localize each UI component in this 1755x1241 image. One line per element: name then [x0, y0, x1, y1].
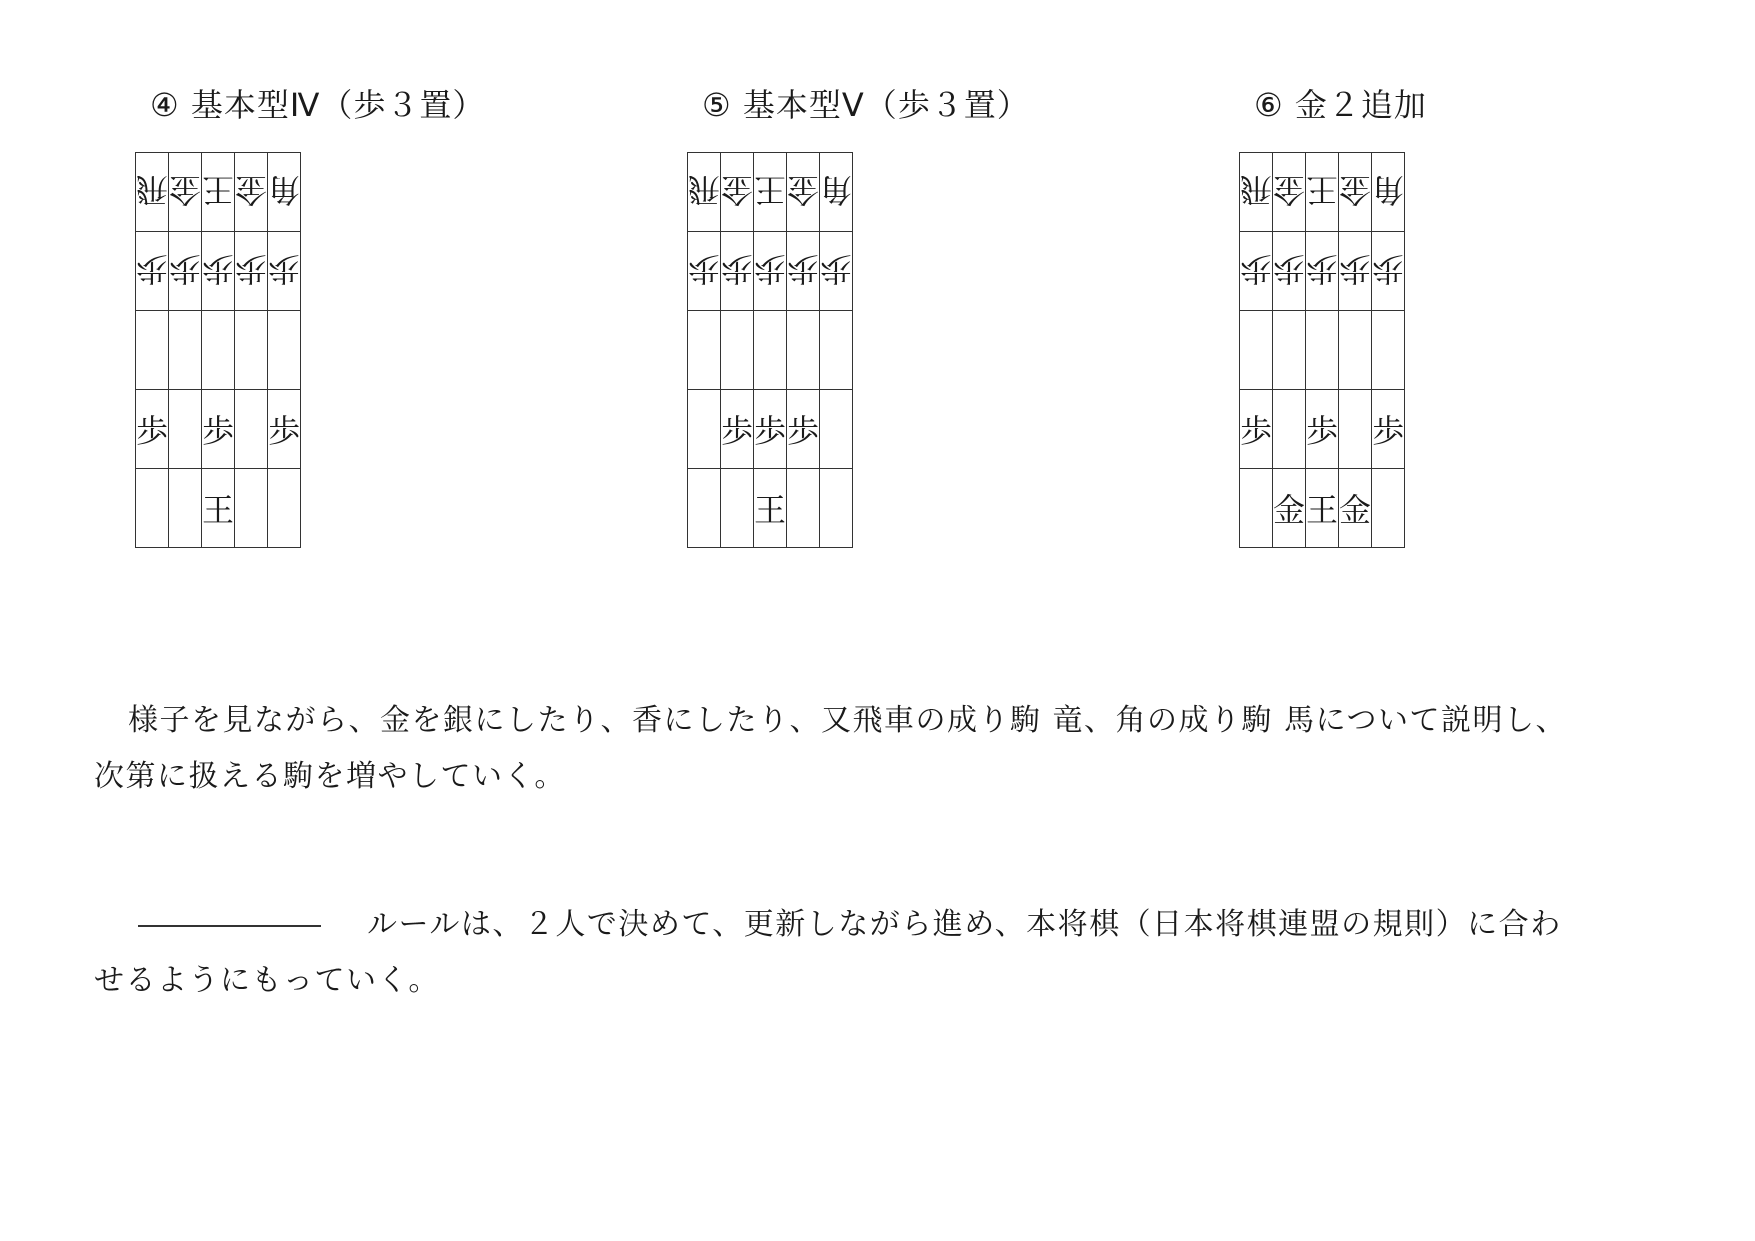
board-cell [1372, 311, 1405, 390]
opponent-piece: 歩 [268, 250, 301, 288]
opponent-piece: 金 [169, 171, 202, 209]
board-cell [1339, 153, 1372, 232]
diagram-title: ⑤ 基本型Ⅴ（歩３置） [702, 86, 1030, 124]
opponent-piece: 金 [1339, 171, 1372, 209]
board-cell [136, 469, 169, 548]
board-cell [1240, 390, 1273, 469]
board-row [1240, 311, 1405, 390]
player-piece: 金 [1339, 491, 1372, 529]
board-cell [1273, 311, 1306, 390]
shogi-board [135, 152, 301, 548]
board-cell [202, 232, 235, 311]
player-piece: 歩 [268, 412, 301, 450]
player-piece: 王 [754, 491, 787, 529]
board-cell [268, 153, 301, 232]
board-cell [1273, 390, 1306, 469]
board-cell [820, 311, 853, 390]
board-cell [820, 153, 853, 232]
board-cell [787, 153, 820, 232]
board-cell [169, 311, 202, 390]
opponent-piece: 王 [1306, 171, 1339, 209]
board-row [688, 390, 853, 469]
opponent-piece: 角 [268, 171, 301, 209]
board-cell [787, 232, 820, 311]
board-cell [1240, 232, 1273, 311]
player-piece: 歩 [136, 412, 169, 450]
board-cell [1306, 311, 1339, 390]
opponent-piece: 飛 [136, 171, 169, 209]
opponent-piece: 王 [754, 171, 787, 209]
board-cell [169, 469, 202, 548]
board-cell [787, 469, 820, 548]
player-piece: 歩 [202, 412, 235, 450]
opponent-piece: 歩 [136, 250, 169, 288]
board-cell [1306, 232, 1339, 311]
board-cell [721, 469, 754, 548]
player-piece: 歩 [1306, 412, 1339, 450]
board-cell [1339, 469, 1372, 548]
board-cell [1273, 153, 1306, 232]
board-cell [1240, 153, 1273, 232]
board-cell [136, 232, 169, 311]
opponent-piece: 歩 [688, 250, 721, 288]
player-piece: 王 [202, 491, 235, 529]
board-row [688, 153, 853, 232]
board-cell [1339, 390, 1372, 469]
opponent-piece: 歩 [754, 250, 787, 288]
player-piece: 歩 [1372, 412, 1405, 450]
board-cell [1240, 311, 1273, 390]
opponent-piece: 歩 [1372, 250, 1405, 288]
opponent-piece: 歩 [787, 250, 820, 288]
board-cell [1306, 390, 1339, 469]
opponent-piece: 歩 [1306, 250, 1339, 288]
board-cell [1372, 469, 1405, 548]
board-cell [721, 232, 754, 311]
board-cell [235, 153, 268, 232]
paragraph-text: 様子を見ながら、金を銀にしたり、香にしたり、又飛車の成り駒 竜、角の成り駒 馬について説明し、 [128, 703, 1567, 738]
board-cell [202, 311, 235, 390]
board-cell [754, 469, 787, 548]
paragraph-line [94, 749, 1694, 805]
board-cell [721, 153, 754, 232]
opponent-piece: 飛 [1240, 171, 1273, 209]
board-row [136, 232, 301, 311]
board-cell [688, 153, 721, 232]
board-cell [721, 390, 754, 469]
board-row [1240, 232, 1405, 311]
board-cell [202, 390, 235, 469]
board-cell [754, 311, 787, 390]
board-cell [235, 390, 268, 469]
board-cell [1339, 232, 1372, 311]
board-row [1240, 153, 1405, 232]
board-cell [688, 469, 721, 548]
diagram-title: ④ 基本型Ⅳ（歩３置） [150, 86, 486, 124]
board-cell [169, 153, 202, 232]
opponent-piece: 金 [1273, 171, 1306, 209]
board-cell [1339, 311, 1372, 390]
opponent-piece: 金 [787, 171, 820, 209]
board-row [688, 469, 853, 548]
board-cell [136, 311, 169, 390]
diagram-title: ⑥ 金２追加 [1254, 86, 1427, 124]
board-cell [721, 311, 754, 390]
board-cell [820, 469, 853, 548]
opponent-piece: 歩 [721, 250, 754, 288]
board-cell [136, 390, 169, 469]
player-piece: 王 [1306, 491, 1339, 529]
board-cell [1273, 232, 1306, 311]
board-cell [1372, 153, 1405, 232]
board-row [136, 390, 301, 469]
board-cell [820, 390, 853, 469]
board-cell [268, 311, 301, 390]
board-cell [820, 232, 853, 311]
opponent-piece: 歩 [1339, 250, 1372, 288]
board-cell [1273, 469, 1306, 548]
board-cell [688, 232, 721, 311]
board-cell [688, 390, 721, 469]
board-cell [169, 390, 202, 469]
opponent-piece: 金 [235, 171, 268, 209]
board-cell [268, 469, 301, 548]
paragraph-line [94, 693, 1694, 749]
board-row [688, 232, 853, 311]
rules-paragraph [94, 897, 1694, 1009]
player-piece: 金 [1273, 491, 1306, 529]
board-cell [235, 232, 268, 311]
paragraph-text: 次第に扱える駒を増やしていく。 [94, 759, 566, 794]
paragraph-line [94, 897, 1694, 953]
board-cell [202, 469, 235, 548]
opponent-piece: 王 [202, 171, 235, 209]
dash-line [138, 925, 321, 927]
opponent-piece: 飛 [688, 171, 721, 209]
opponent-piece: 歩 [820, 250, 853, 288]
board-cell [787, 390, 820, 469]
opponent-piece: 歩 [1240, 250, 1273, 288]
opponent-piece: 角 [1372, 171, 1405, 209]
board-row [1240, 469, 1405, 548]
player-piece: 歩 [754, 412, 787, 450]
board-row [688, 311, 853, 390]
opponent-piece: 歩 [235, 250, 268, 288]
board-cell [754, 232, 787, 311]
paragraph-text: せるようにもっていく。 [94, 963, 440, 998]
board-cell [202, 153, 235, 232]
board-cell [1306, 153, 1339, 232]
board-cell [235, 311, 268, 390]
shogi-board [687, 152, 853, 548]
board-cell [136, 153, 169, 232]
paragraph-line [94, 953, 1694, 1009]
paragraph-text: ルールは、２人で決めて、更新しながら進め、本将棋（日本将棋連盟の規則）に合わ [367, 907, 1562, 942]
opponent-piece: 歩 [169, 250, 202, 288]
board-cell [235, 469, 268, 548]
opponent-piece: 歩 [1273, 250, 1306, 288]
opponent-piece: 歩 [202, 250, 235, 288]
board-cell [688, 311, 721, 390]
player-piece: 歩 [1240, 412, 1273, 450]
opponent-piece: 金 [721, 171, 754, 209]
board-row [136, 311, 301, 390]
board-cell [1372, 232, 1405, 311]
board-cell [754, 390, 787, 469]
board-row [136, 469, 301, 548]
explanation-paragraph [94, 693, 1694, 805]
player-piece: 歩 [721, 412, 754, 450]
board-cell [787, 311, 820, 390]
board-cell [268, 232, 301, 311]
player-piece: 歩 [787, 412, 820, 450]
board-cell [169, 232, 202, 311]
board-row [1240, 390, 1405, 469]
board-cell [1240, 469, 1273, 548]
board-cell [268, 390, 301, 469]
board-cell [1306, 469, 1339, 548]
board-cell [754, 153, 787, 232]
board-cell [1372, 390, 1405, 469]
opponent-piece: 角 [820, 171, 853, 209]
board-row [136, 153, 301, 232]
shogi-board [1239, 152, 1405, 548]
